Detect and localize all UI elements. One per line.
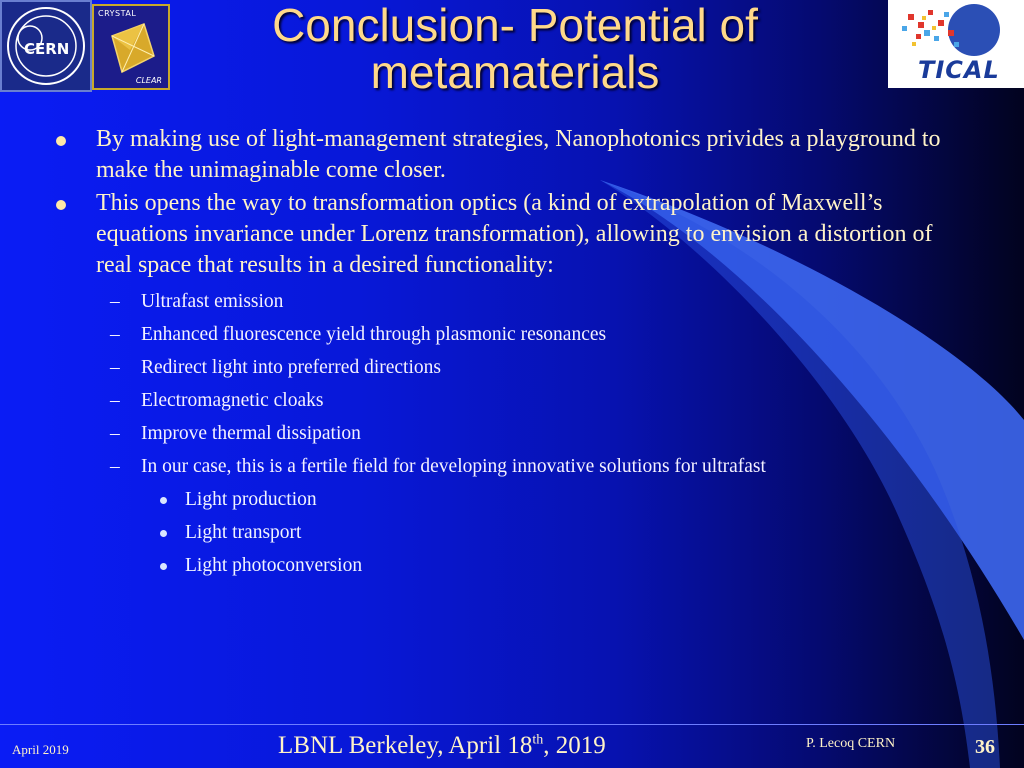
sub-sub-item-text: Light transport bbox=[185, 522, 302, 543]
bullet-text: This opens the way to transformation optics (a kind of extrapolation of Maxwell’s equations invariance under Lorenz transformation), allowing to envision a distortion of real space that results in a desired functionality: bbox=[96, 190, 933, 278]
crystal-clear-logo bbox=[92, 4, 170, 90]
footer-date: April 2019 bbox=[12, 742, 69, 757]
slide-title: Conclusion- Potential of metamaterials bbox=[272, 0, 758, 98]
small-bullet-icon bbox=[160, 563, 167, 570]
dash-marker: – bbox=[110, 324, 120, 345]
sub-item bbox=[0, 323, 1024, 347]
sub-item-text: Redirect light into preferred directions bbox=[141, 357, 441, 378]
page-number: 36 bbox=[975, 736, 995, 758]
cern-logo bbox=[0, 0, 92, 92]
dash-marker: – bbox=[110, 423, 120, 444]
sub-sub-item bbox=[0, 521, 1024, 545]
tical-logo bbox=[888, 0, 1024, 88]
bullet-item bbox=[0, 188, 956, 281]
crystal-logo-bottom-text: CLEAR bbox=[135, 76, 162, 85]
footer-event-prefix: LBNL Berkeley, April 18 bbox=[278, 732, 533, 759]
dash-marker: – bbox=[110, 390, 120, 411]
footer-event-sup: th bbox=[532, 732, 544, 748]
sub-item-text: Ultrafast emission bbox=[141, 291, 284, 312]
dash-marker: – bbox=[110, 291, 120, 312]
sub-item-text: Electromagnetic cloaks bbox=[141, 390, 324, 411]
cern-logo-icon bbox=[2, 2, 90, 90]
dash-marker: – bbox=[110, 456, 120, 477]
small-bullet-icon bbox=[160, 497, 167, 504]
sub-sub-item bbox=[0, 488, 1024, 512]
footer-event-suffix: , 2019 bbox=[543, 732, 606, 759]
small-bullet-icon bbox=[160, 530, 167, 537]
footer-author: P. Lecoq CERN bbox=[806, 736, 896, 751]
sub-item bbox=[0, 290, 1024, 314]
sub-item bbox=[0, 422, 1024, 446]
crystal-logo-top-text: CRYSTAL bbox=[98, 9, 137, 18]
slide-content bbox=[0, 124, 1024, 578]
sub-item-text: In our case, this is a fertile field for developing innovative solutions for ultrafast bbox=[141, 456, 766, 477]
bullet-item bbox=[0, 124, 956, 186]
bullet-text: By making use of light-management strategies, Nanophotonics privides a playground to make the unimaginable come closer. bbox=[96, 126, 941, 183]
footer-divider bbox=[0, 724, 1024, 725]
sub-sub-item bbox=[0, 554, 1024, 578]
tical-logo-text: TICAL bbox=[918, 56, 1000, 84]
tical-globe-icon bbox=[888, 0, 1024, 60]
sub-item bbox=[0, 389, 1024, 413]
sub-sub-item-text: Light photoconversion bbox=[185, 555, 363, 576]
cern-logo-text: CERN bbox=[24, 40, 70, 58]
sub-item-text: Improve thermal dissipation bbox=[141, 423, 361, 444]
dash-marker: – bbox=[110, 357, 120, 378]
sub-item-text: Enhanced fluorescence yield through plasmonic resonances bbox=[141, 324, 607, 345]
bullet-dot-icon bbox=[56, 200, 66, 210]
sub-item bbox=[0, 356, 1024, 380]
bullet-dot-icon bbox=[56, 136, 66, 146]
footer-event bbox=[278, 732, 606, 760]
sub-sub-item-text: Light production bbox=[185, 489, 317, 510]
sub-item bbox=[0, 455, 1024, 479]
